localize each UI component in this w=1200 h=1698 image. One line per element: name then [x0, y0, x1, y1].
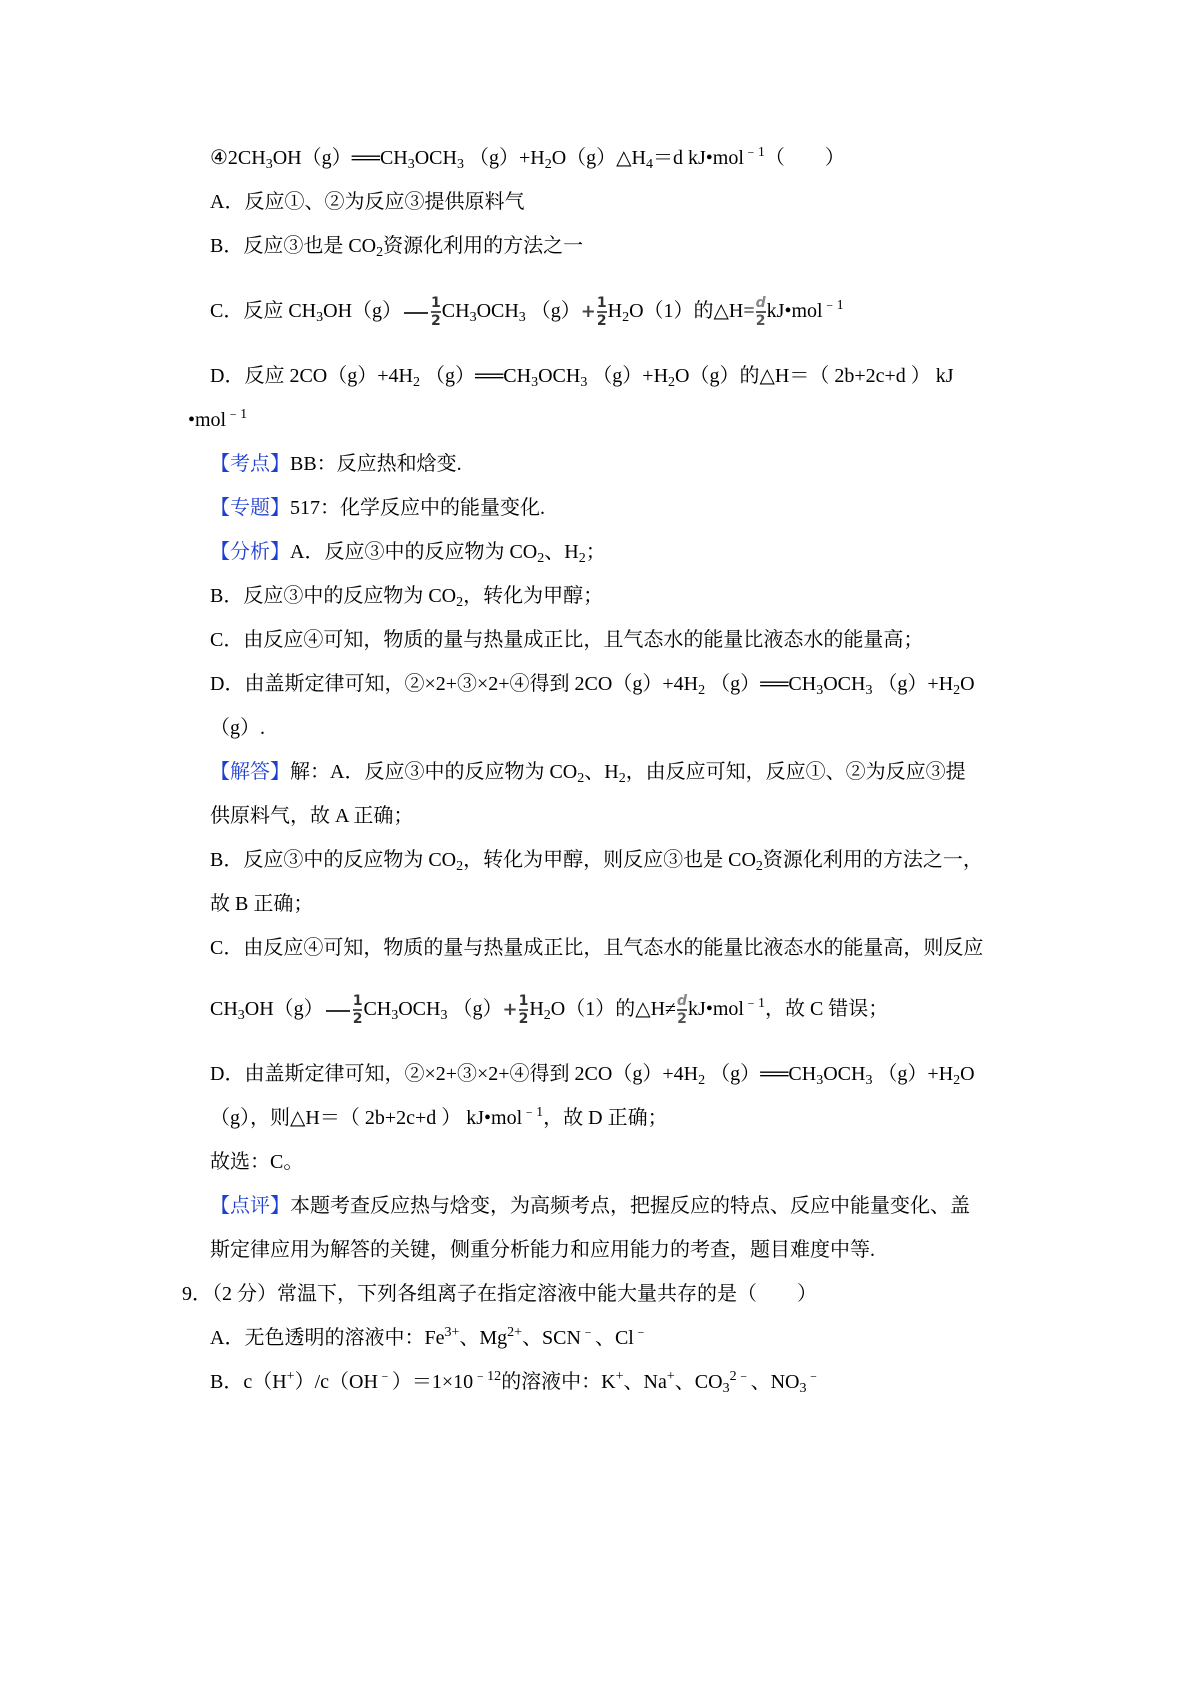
- option-b: [210, 232, 583, 260]
- text: ）/c（OH: [294, 1371, 378, 1393]
- fenxi-c: [210, 626, 923, 654]
- fraction-half: $\frac{1}{2}$: [431, 295, 441, 329]
- subscript: 2: [622, 310, 630, 326]
- text: 、Mg: [459, 1327, 508, 1349]
- superscript: ﹣1: [522, 1105, 544, 1120]
- text: O（g）的△H＝（ 2b+2c+d ） kJ: [675, 365, 954, 387]
- subscript: 3: [799, 1381, 807, 1396]
- subscript: 2: [412, 375, 420, 390]
- text: CH: [210, 998, 238, 1021]
- subscript: 2: [953, 1073, 961, 1088]
- subscript: 3: [456, 157, 464, 172]
- text: 斯定律应用为解答的关键，侧重分析能力和应用能力的考查，题目难度中等.: [210, 1239, 875, 1261]
- text: kJ•mol: [688, 998, 744, 1021]
- text: B．反应③中的反应物为 CO: [210, 849, 457, 871]
- subscript: 3: [518, 310, 526, 326]
- text: C．反应 CH: [210, 300, 317, 323]
- text: 、NO: [750, 1371, 800, 1393]
- section-tag: 【点评】: [210, 1195, 290, 1217]
- text: OCH: [823, 673, 866, 695]
- text: A．无色透明的溶液中：Fe: [210, 1327, 445, 1349]
- text: 、Na: [623, 1371, 667, 1393]
- plus-sign: +: [580, 301, 596, 323]
- subscript: 3: [316, 310, 324, 326]
- text: H: [607, 300, 623, 323]
- text: OH（g）: [244, 998, 324, 1021]
- subscript: 3: [391, 1008, 399, 1024]
- text: 、H: [544, 541, 579, 563]
- subscript: 2: [376, 245, 384, 260]
- jieda-a: [210, 758, 966, 786]
- subscript: 2: [698, 683, 706, 698]
- text: （g）+H: [877, 1063, 954, 1085]
- dianping: [210, 1192, 970, 1220]
- reaction-4: [210, 144, 845, 172]
- text: 本题考查反应热与焓变，为高频考点，把握反应的特点、反应中能量变化、盖: [290, 1195, 970, 1217]
- text: O（1）的△H=: [629, 300, 755, 323]
- text: 、SCN: [522, 1327, 581, 1349]
- text: ，由反应可知，反应①、②为反应③提: [625, 761, 966, 783]
- text: 、H: [584, 761, 619, 783]
- text: （g），则△H＝（ 2b+2c+d ） kJ•mol: [210, 1107, 523, 1129]
- text: OCH: [476, 300, 519, 323]
- text: ，转化为甲醇；: [463, 585, 604, 607]
- zhuanti: [210, 494, 545, 522]
- superscript: 2+: [507, 1325, 523, 1340]
- kaodian: [210, 450, 462, 478]
- text: （g）══CH: [710, 1063, 817, 1085]
- jieda-c-cont: [210, 994, 888, 1027]
- text: D．由盖斯定律可知，②×2+③×2+④得到 2CO（g）+4H: [210, 673, 699, 695]
- subscript: 2: [698, 1073, 706, 1088]
- text: 供原料气，故 A 正确；: [210, 805, 414, 827]
- text: BB：反应热和焓变.: [290, 453, 462, 475]
- question-9-option-b: [210, 1368, 820, 1396]
- superscript: ﹣12: [473, 1369, 502, 1384]
- text: 资源化利用的方法之一，: [762, 849, 983, 871]
- subscript: 3: [407, 157, 415, 172]
- superscript: +: [666, 1369, 675, 1384]
- fraction-half: $\frac{1}{2}$: [596, 295, 607, 329]
- text: OH（g）══CH: [272, 147, 408, 169]
- subscript: 3: [816, 1073, 824, 1088]
- fraction-half: $\frac{1}{2}$: [518, 993, 529, 1027]
- text: （g）: [530, 300, 581, 323]
- text: O: [960, 673, 975, 695]
- conclusion: [210, 1148, 303, 1176]
- dianping-cont: [210, 1236, 875, 1264]
- jieda-c: [210, 934, 983, 962]
- text: 、Cl: [594, 1327, 634, 1349]
- text: •mol: [188, 409, 227, 431]
- subscript: 2: [543, 1008, 551, 1024]
- text: OCH: [398, 998, 441, 1021]
- superscript: +: [615, 1369, 624, 1384]
- superscript: 2﹣: [729, 1369, 751, 1384]
- text: B．反应③也是 CO: [210, 235, 377, 257]
- text: D．反应 2CO（g）+4H: [210, 365, 413, 387]
- text: H: [529, 998, 544, 1021]
- text: ，故 D 正确；: [543, 1107, 668, 1129]
- subscript: 3: [865, 683, 873, 698]
- text: （ ）: [764, 147, 845, 169]
- subscript: 2: [537, 551, 545, 566]
- subscript: 2: [544, 157, 552, 172]
- text: 、CO: [674, 1371, 723, 1393]
- subscript: 2: [456, 595, 464, 610]
- text: 解：A．反应③中的反应物为 CO: [290, 761, 578, 783]
- text: （g）+H: [468, 147, 545, 169]
- option-d: [210, 362, 954, 390]
- text: 9．（2 分）常温下，下列各组离子在指定溶液中能大量共存的是（ ）: [182, 1283, 817, 1305]
- jieda-b-cont: [210, 890, 313, 918]
- text: 517：化学反应中的能量变化.: [290, 497, 545, 519]
- subscript: 3: [580, 375, 588, 390]
- text: CH: [441, 300, 470, 323]
- fenxi-a: [210, 538, 606, 566]
- fenxi-d-cont: [210, 714, 265, 742]
- text: ）＝1×10: [391, 1371, 474, 1393]
- subscript: 3: [531, 375, 539, 390]
- text: （g）: [452, 998, 503, 1021]
- text: （g）+H: [592, 365, 669, 387]
- text: D．由盖斯定律可知，②×2+③×2+④得到 2CO（g）+4H: [210, 1063, 699, 1085]
- subscript: 4: [645, 157, 653, 172]
- subscript: 2: [578, 551, 586, 566]
- text: O（1）的△H≠: [550, 998, 677, 1021]
- superscript: ﹣: [633, 1325, 648, 1340]
- superscript: ﹣1: [743, 996, 765, 1012]
- text: ④2CH: [210, 147, 266, 169]
- subscript: 3: [722, 1381, 730, 1396]
- subscript: 2: [577, 771, 585, 786]
- text: （g）══CH: [424, 365, 532, 387]
- section-tag: 【考点】: [210, 453, 290, 475]
- fraction-d-half: $\frac{d}{2}$: [677, 993, 688, 1027]
- superscript: ﹣1: [743, 145, 765, 160]
- question-9-option-a: [210, 1324, 648, 1352]
- question-9: [182, 1280, 817, 1308]
- text: ，故 C 错误；: [764, 998, 889, 1021]
- text: ＝d kJ•mol: [652, 147, 744, 169]
- text: B．反应③中的反应物为 CO: [210, 585, 457, 607]
- equals-arrow: [404, 312, 428, 314]
- subscript: 2: [953, 683, 961, 698]
- subscript: 2: [755, 859, 763, 874]
- text: OCH: [538, 365, 581, 387]
- fraction-half: $\frac{1}{2}$: [352, 993, 363, 1027]
- text: （g）══CH: [710, 673, 817, 695]
- subscript: 3: [440, 1008, 448, 1024]
- text: ；: [585, 541, 606, 563]
- text: O（g）△H: [551, 147, 646, 169]
- section-tag: 【解答】: [210, 761, 290, 783]
- text: kJ•mol: [766, 300, 823, 323]
- text: 故 B 正确；: [210, 893, 314, 915]
- superscript: ﹣1: [822, 298, 844, 314]
- jieda-b: [210, 846, 983, 874]
- superscript: ﹣1: [226, 407, 248, 422]
- option-c: [210, 296, 844, 329]
- subscript: 3: [816, 683, 824, 698]
- superscript: +: [286, 1369, 295, 1384]
- subscript: 2: [618, 771, 626, 786]
- fraction-d-half: $\frac{d}{2}$: [755, 295, 766, 329]
- jieda-a-cont: [210, 802, 413, 830]
- section-tag: 【分析】: [210, 541, 290, 563]
- plus-sign: +: [502, 999, 518, 1021]
- text: O: [960, 1063, 975, 1085]
- text: ，转化为甲醇，则反应③也是 CO: [463, 849, 756, 871]
- fenxi-d: [210, 670, 975, 698]
- text: 资源化利用的方法之一: [383, 235, 584, 257]
- text: OH（g）: [323, 300, 403, 323]
- text: 故选：C。: [210, 1151, 304, 1173]
- superscript: 3+: [444, 1325, 460, 1340]
- superscript: ﹣: [806, 1369, 821, 1384]
- subscript: 3: [265, 157, 273, 172]
- equals-arrow: [326, 1010, 350, 1012]
- text: 的溶液中：K: [501, 1371, 616, 1393]
- jieda-d: [210, 1060, 975, 1088]
- jieda-d-cont: [210, 1104, 668, 1132]
- text: （g）+H: [877, 673, 954, 695]
- text: OCH: [823, 1063, 866, 1085]
- option-d-cont: [188, 406, 247, 434]
- subscript: 3: [469, 310, 477, 326]
- option-a: [210, 188, 524, 216]
- text: OCH: [414, 147, 457, 169]
- text: A．反应①、②为反应③提供原料气: [210, 191, 525, 213]
- text: C．由反应④可知，物质的量与热量成正比，且气态水的能量比液态水的能量高；: [210, 629, 924, 651]
- text: A．反应③中的反应物为 CO: [290, 541, 538, 563]
- text: B．c（H: [210, 1371, 287, 1393]
- superscript: ﹣: [580, 1325, 595, 1340]
- subscript: 2: [668, 375, 676, 390]
- text: （g）.: [210, 717, 265, 739]
- subscript: 2: [456, 859, 464, 874]
- text: C．由反应④可知，物质的量与热量成正比，且气态水的能量比液态水的能量高，则反应: [210, 937, 984, 959]
- subscript: 3: [237, 1008, 245, 1024]
- text: CH: [363, 998, 392, 1021]
- subscript: 3: [865, 1073, 873, 1088]
- fenxi-b: [210, 582, 603, 610]
- superscript: ﹣: [377, 1369, 392, 1384]
- section-tag: 【专题】: [210, 497, 290, 519]
